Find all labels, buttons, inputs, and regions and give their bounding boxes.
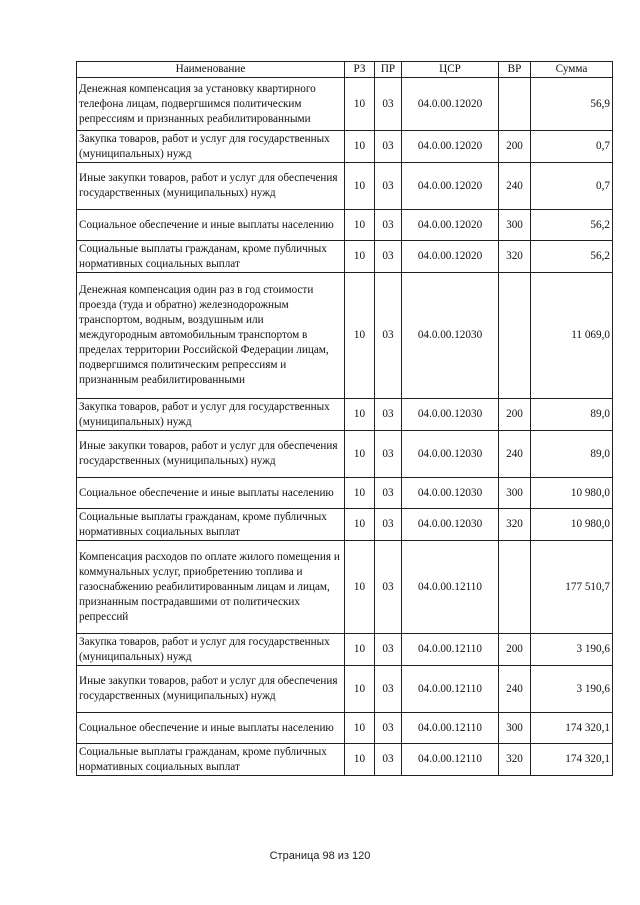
cell-pr: 03 bbox=[375, 163, 402, 210]
table-row bbox=[77, 713, 613, 744]
cell-rz: 10 bbox=[345, 241, 375, 273]
header-vr: ВР bbox=[499, 62, 531, 78]
cell-name: Закупка товаров, работ и услуг для государственных (муниципальных) нужд bbox=[77, 131, 345, 163]
cell-pr: 03 bbox=[375, 273, 402, 399]
cell-vr: 320 bbox=[499, 509, 531, 541]
cell-pr: 03 bbox=[375, 399, 402, 431]
cell-vr: 320 bbox=[499, 744, 531, 776]
cell-csr: 04.0.00.12110 bbox=[402, 713, 499, 744]
header-name: Наименование bbox=[77, 62, 345, 78]
cell-name: Иные закупки товаров, работ и услуг для обеспечения государственных (муниципальных) нужд bbox=[77, 666, 345, 713]
cell-csr: 04.0.00.12030 bbox=[402, 273, 499, 399]
cell-pr: 03 bbox=[375, 713, 402, 744]
table-row bbox=[77, 541, 613, 634]
cell-sum: 0,7 bbox=[531, 163, 613, 210]
cell-sum: 3 190,6 bbox=[531, 666, 613, 713]
header-sum: Сумма bbox=[531, 62, 613, 78]
cell-vr: 240 bbox=[499, 431, 531, 478]
cell-csr: 04.0.00.12110 bbox=[402, 541, 499, 634]
cell-sum: 174 320,1 bbox=[531, 713, 613, 744]
cell-rz: 10 bbox=[345, 163, 375, 210]
cell-vr bbox=[499, 541, 531, 634]
cell-sum: 10 980,0 bbox=[531, 509, 613, 541]
cell-sum: 177 510,7 bbox=[531, 541, 613, 634]
header-csr: ЦСР bbox=[402, 62, 499, 78]
cell-sum: 56,9 bbox=[531, 78, 613, 131]
table-row bbox=[77, 399, 613, 431]
cell-name: Социальное обеспечение и иные выплаты населению bbox=[77, 478, 345, 509]
cell-name: Денежная компенсация один раз в год стоимости проезда (туда и обратно) железнодорожным транспортом, водным, воздушным или междугородным автомобильным транспортом в пределах территории Российской Федерации лицам, подвергшимся политическим репрессиям и признанным реабилитированными bbox=[77, 273, 345, 399]
cell-vr: 240 bbox=[499, 666, 531, 713]
cell-sum: 174 320,1 bbox=[531, 744, 613, 776]
table-row bbox=[77, 431, 613, 478]
cell-vr: 240 bbox=[499, 163, 531, 210]
cell-csr: 04.0.00.12110 bbox=[402, 744, 499, 776]
cell-vr: 200 bbox=[499, 399, 531, 431]
cell-name: Социальные выплаты гражданам, кроме публичных нормативных социальных выплат bbox=[77, 241, 345, 273]
cell-name: Социальные выплаты гражданам, кроме публичных нормативных социальных выплат bbox=[77, 744, 345, 776]
cell-pr: 03 bbox=[375, 478, 402, 509]
cell-rz: 10 bbox=[345, 509, 375, 541]
table-row bbox=[77, 78, 613, 131]
cell-pr: 03 bbox=[375, 210, 402, 241]
cell-rz: 10 bbox=[345, 744, 375, 776]
cell-vr: 320 bbox=[499, 241, 531, 273]
table-body bbox=[77, 78, 613, 776]
cell-csr: 04.0.00.12020 bbox=[402, 163, 499, 210]
cell-sum: 56,2 bbox=[531, 210, 613, 241]
cell-csr: 04.0.00.12030 bbox=[402, 399, 499, 431]
cell-pr: 03 bbox=[375, 431, 402, 478]
table-row bbox=[77, 241, 613, 273]
cell-sum: 89,0 bbox=[531, 399, 613, 431]
cell-rz: 10 bbox=[345, 273, 375, 399]
table-header bbox=[77, 62, 613, 78]
cell-name: Социальное обеспечение и иные выплаты населению bbox=[77, 210, 345, 241]
cell-sum: 3 190,6 bbox=[531, 634, 613, 666]
table-row bbox=[77, 273, 613, 399]
cell-csr: 04.0.00.12020 bbox=[402, 241, 499, 273]
cell-rz: 10 bbox=[345, 634, 375, 666]
cell-pr: 03 bbox=[375, 634, 402, 666]
cell-name: Социальные выплаты гражданам, кроме публичных нормативных социальных выплат bbox=[77, 509, 345, 541]
cell-pr: 03 bbox=[375, 541, 402, 634]
cell-name: Закупка товаров, работ и услуг для государственных (муниципальных) нужд bbox=[77, 634, 345, 666]
cell-csr: 04.0.00.12020 bbox=[402, 210, 499, 241]
page-number: Страница 98 из 120 bbox=[269, 850, 371, 862]
cell-rz: 10 bbox=[345, 666, 375, 713]
cell-rz: 10 bbox=[345, 541, 375, 634]
cell-name: Денежная компенсация за установку квартирного телефона лицам, подвергшимся политическим репрессиям и признанных реабилитированными bbox=[77, 78, 345, 131]
cell-vr: 200 bbox=[499, 634, 531, 666]
cell-csr: 04.0.00.12030 bbox=[402, 478, 499, 509]
cell-csr: 04.0.00.12030 bbox=[402, 509, 499, 541]
cell-rz: 10 bbox=[345, 713, 375, 744]
cell-pr: 03 bbox=[375, 241, 402, 273]
cell-pr: 03 bbox=[375, 78, 402, 131]
cell-csr: 04.0.00.12030 bbox=[402, 431, 499, 478]
cell-rz: 10 bbox=[345, 210, 375, 241]
table-row bbox=[77, 666, 613, 713]
cell-rz: 10 bbox=[345, 431, 375, 478]
cell-rz: 10 bbox=[345, 131, 375, 163]
cell-pr: 03 bbox=[375, 131, 402, 163]
cell-name: Иные закупки товаров, работ и услуг для обеспечения государственных (муниципальных) нужд bbox=[77, 163, 345, 210]
cell-vr: 300 bbox=[499, 713, 531, 744]
cell-name: Закупка товаров, работ и услуг для государственных (муниципальных) нужд bbox=[77, 399, 345, 431]
cell-sum: 89,0 bbox=[531, 431, 613, 478]
cell-rz: 10 bbox=[345, 478, 375, 509]
cell-pr: 03 bbox=[375, 744, 402, 776]
table-row bbox=[77, 634, 613, 666]
cell-vr: 200 bbox=[499, 131, 531, 163]
budget-table bbox=[76, 61, 613, 776]
cell-csr: 04.0.00.12110 bbox=[402, 634, 499, 666]
cell-rz: 10 bbox=[345, 399, 375, 431]
cell-vr: 300 bbox=[499, 478, 531, 509]
cell-sum: 11 069,0 bbox=[531, 273, 613, 399]
cell-vr bbox=[499, 273, 531, 399]
cell-rz: 10 bbox=[345, 78, 375, 131]
header-rz: РЗ bbox=[345, 62, 375, 78]
cell-pr: 03 bbox=[375, 666, 402, 713]
table-row bbox=[77, 744, 613, 776]
cell-vr bbox=[499, 78, 531, 131]
cell-name: Иные закупки товаров, работ и услуг для обеспечения государственных (муниципальных) нужд bbox=[77, 431, 345, 478]
cell-name: Социальное обеспечение и иные выплаты населению bbox=[77, 713, 345, 744]
cell-csr: 04.0.00.12020 bbox=[402, 78, 499, 131]
table-row bbox=[77, 163, 613, 210]
table-row bbox=[77, 131, 613, 163]
cell-sum: 10 980,0 bbox=[531, 478, 613, 509]
cell-sum: 0,7 bbox=[531, 131, 613, 163]
cell-sum: 56,2 bbox=[531, 241, 613, 273]
table-row bbox=[77, 210, 613, 241]
cell-name: Компенсация расходов по оплате жилого помещения и коммунальных услуг, приобретению топлива и газоснабжению реабилитированным лицам и лицам, признанным пострадавшими от политических репрессий bbox=[77, 541, 345, 634]
cell-pr: 03 bbox=[375, 509, 402, 541]
cell-csr: 04.0.00.12020 bbox=[402, 131, 499, 163]
table-row bbox=[77, 509, 613, 541]
cell-vr: 300 bbox=[499, 210, 531, 241]
table-row bbox=[77, 478, 613, 509]
cell-csr: 04.0.00.12110 bbox=[402, 666, 499, 713]
header-pr: ПР bbox=[375, 62, 402, 78]
header-row bbox=[77, 62, 613, 78]
